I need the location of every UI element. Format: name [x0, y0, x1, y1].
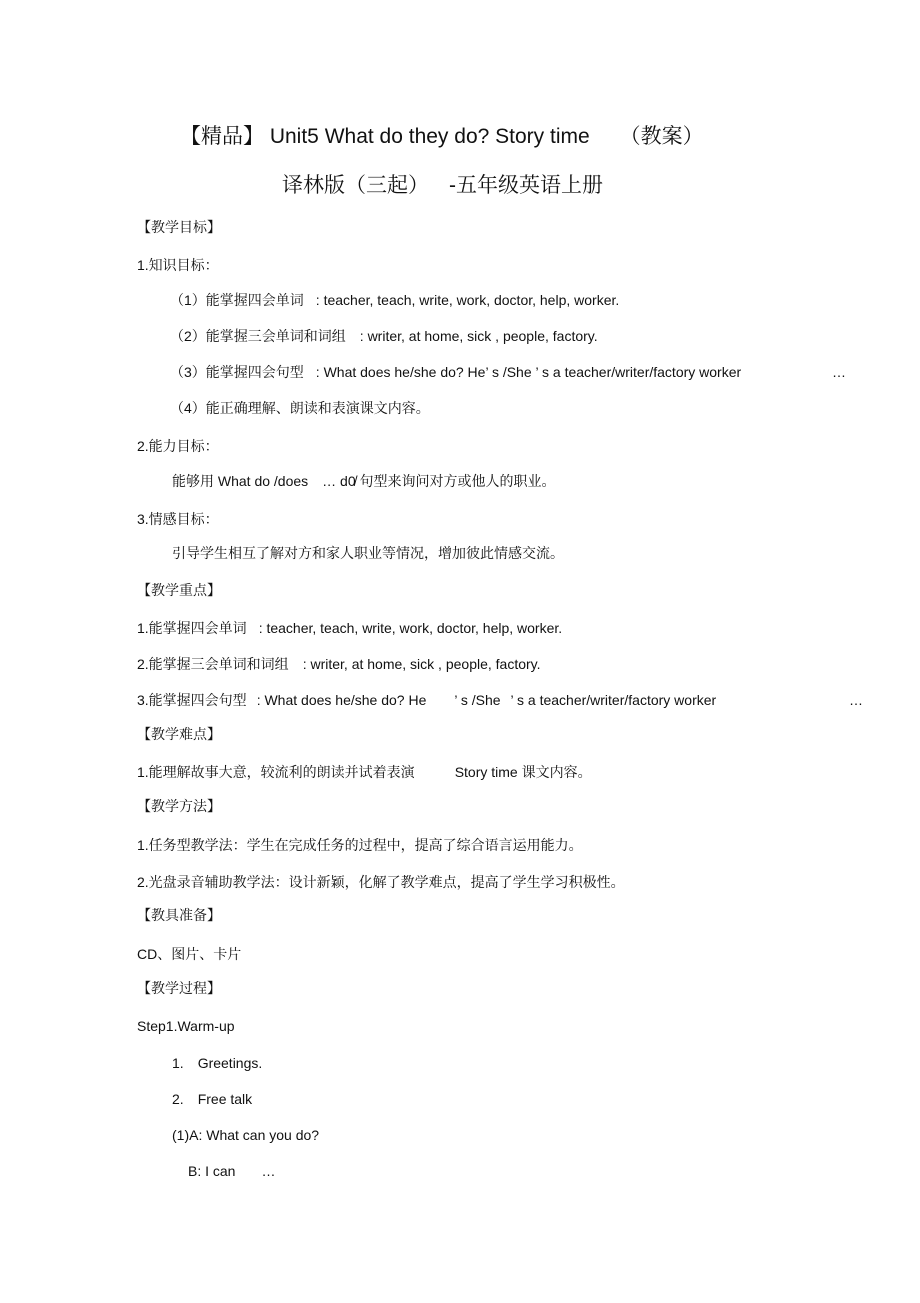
method-1: 1.任务型教学法：学生在完成任务的过程中，提高了综合语言运用能力。 [137, 837, 583, 853]
knowledge-item-2 [170, 327, 598, 345]
section-heading-key-points: 【教学重点】 [137, 582, 221, 598]
label: 1.能掌握四会单词 [137, 620, 247, 636]
section-heading-materials: 【教具准备】 [137, 907, 221, 923]
text-a: 1.能理解故事大意，较流利的朗读并试着表演 [137, 764, 415, 780]
list-number: 2. [172, 1091, 184, 1107]
text-b: Story time 课文内容。 [454, 764, 592, 780]
text-c: ’ s a teacher/writer/factory worker [510, 692, 717, 708]
section-heading-objectives: 【教学目标】 [137, 219, 221, 235]
ability-heading: 2.能力目标： [137, 438, 219, 454]
key-point-3 [137, 691, 862, 709]
section-heading-difficulties: 【教学难点】 [137, 726, 221, 742]
ellipsis: … [849, 692, 863, 708]
title-publisher: 译林版（三起） [282, 174, 429, 197]
ability-text [172, 472, 556, 490]
label: （1）能掌握四会单词 [170, 292, 304, 308]
list-item-greetings [172, 1054, 262, 1072]
dialog-line-b [188, 1162, 275, 1180]
materials-text: CD、图片、卡片 [137, 946, 242, 962]
label: （2）能掌握三会单词和词组 [170, 328, 346, 344]
label: 2.能掌握三会单词和词组 [137, 656, 289, 672]
text: : teacher, teach, write, work, doctor, help, worker. [258, 620, 563, 636]
ellipsis: … [832, 364, 846, 380]
text: : writer, at home, sick , people, factory. [302, 656, 541, 672]
list-text: Free talk [197, 1091, 253, 1107]
text: : What does he/she do? He’ s /She ’ s a teacher/writer/factory worker [315, 364, 742, 380]
knowledge-item-3 [170, 363, 850, 381]
list-item-free-talk [172, 1090, 252, 1108]
section-heading-process: 【教学过程】 [137, 980, 221, 996]
difficulty-1 [137, 763, 592, 781]
title-grade: -五年级英语上册 [449, 174, 603, 197]
knowledge-heading: 1.知识目标： [137, 257, 219, 273]
text-b: ’ s /She [454, 692, 501, 708]
list-text: Greetings. [197, 1055, 263, 1071]
text-a: 能够用 What do /does [172, 473, 309, 489]
emotion-text: 引导学生相互了解对方和家人职业等情况，增加彼此情感交流。 [172, 545, 564, 561]
knowledge-item-4: （4）能正确理解、朗读和表演课文内容。 [170, 400, 430, 416]
key-point-2 [137, 655, 541, 673]
emotion-heading: 3.情感目标： [137, 511, 219, 527]
method-2: 2.光盘录音辅助教学法：设计新颖，化解了教学难点，提高了学生学习积极性。 [137, 874, 625, 890]
text: : writer, at home, sick , people, factory. [359, 328, 598, 344]
ellipsis: … [261, 1163, 276, 1179]
text: : teacher, teach, write, work, doctor, help, worker. [315, 292, 620, 308]
title-line-2 [282, 173, 603, 199]
text-b: … d0̸ 句型来询问对方或他人的职业。 [322, 473, 556, 489]
dialog-line-a: (1)A: What can you do? [172, 1127, 320, 1143]
title-line-1 [180, 124, 704, 150]
step-1: Step1.Warm-up [137, 1018, 235, 1034]
section-heading-methods: 【教学方法】 [137, 798, 221, 814]
text-a: : What does he/she do? He [256, 692, 427, 708]
label: （3）能掌握四会句型 [170, 364, 304, 380]
key-point-1 [137, 619, 562, 637]
knowledge-item-1 [170, 291, 619, 309]
title-main: 【精品】 Unit5 What do they do? Story time [180, 125, 590, 148]
title-suffix: （教案） [619, 125, 704, 148]
text: B: I can [188, 1163, 236, 1179]
label: 3.能掌握四会句型 [137, 692, 247, 708]
list-number: 1. [172, 1055, 184, 1071]
